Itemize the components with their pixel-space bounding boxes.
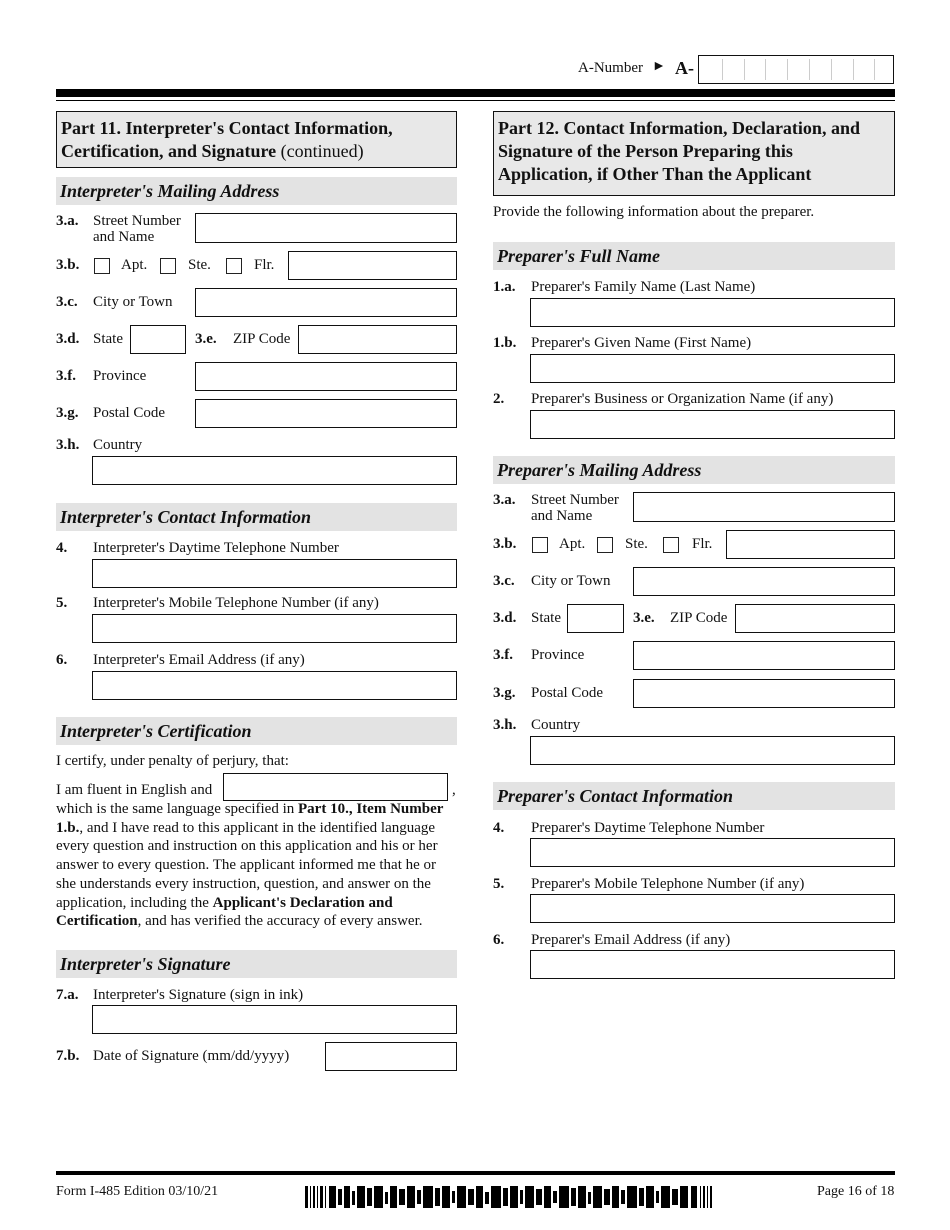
item-number: 3.d. bbox=[493, 610, 517, 626]
preparer-business-input[interactable] bbox=[530, 410, 895, 439]
header-rule-thick bbox=[56, 89, 895, 97]
street-label: Street Number and Name bbox=[93, 213, 181, 245]
a-number-label: A-Number bbox=[578, 60, 643, 76]
preparer-zip-input[interactable] bbox=[735, 604, 895, 633]
preparer-city-input[interactable] bbox=[633, 567, 895, 596]
interpreter-street-input[interactable] bbox=[195, 213, 457, 243]
a-prefix: A- bbox=[675, 58, 694, 78]
state-label: State bbox=[531, 610, 561, 626]
item-number: 3.g. bbox=[56, 405, 79, 421]
item-number: 2. bbox=[493, 391, 505, 407]
interpreter-zip-input[interactable] bbox=[298, 325, 457, 354]
flr-label: Flr. bbox=[254, 257, 275, 273]
interpreter-province-input[interactable] bbox=[195, 362, 457, 391]
interpreter-email-input[interactable] bbox=[92, 671, 457, 700]
fluent-text: I am fluent in English and bbox=[56, 782, 213, 798]
flr-label: Flr. bbox=[692, 536, 713, 552]
item-number: 5. bbox=[56, 595, 68, 611]
province-label: Province bbox=[93, 368, 147, 384]
item-number: 6. bbox=[493, 932, 505, 948]
interpreter-language-input[interactable] bbox=[223, 773, 448, 801]
certification-intro: I certify, under penalty of perjury, that: bbox=[56, 753, 289, 769]
certification-paragraph: which is the same language specified in Part 10., Item Number 1.b., and I have read to this applicant in the identified language every question and instruction on this application and his or her answer to every question. The applicant informed me that he or she understands every instruction, question, and answer on the application, including the Applicant's Declaration and Certification, and has verified the accuracy of every answer. bbox=[56, 801, 444, 930]
preparer-family-input[interactable] bbox=[530, 298, 895, 327]
interpreter-unit-input[interactable] bbox=[288, 251, 457, 280]
ste-label: Ste. bbox=[188, 257, 211, 273]
item-number: 3.h. bbox=[493, 717, 517, 733]
ste-label: Ste. bbox=[625, 536, 648, 552]
given-label: Preparer's Given Name (First Name) bbox=[531, 335, 752, 351]
interpreter-city-input[interactable] bbox=[195, 288, 457, 317]
item-number: 3.h. bbox=[56, 437, 80, 453]
item-number: 3.f. bbox=[56, 368, 76, 384]
interpreter-country-input[interactable] bbox=[92, 456, 457, 485]
item-number: 3.a. bbox=[493, 492, 516, 508]
preparer-ste-checkbox[interactable] bbox=[597, 537, 613, 553]
item-number: 3.c. bbox=[493, 573, 515, 589]
interpreter-flr-checkbox[interactable] bbox=[226, 258, 242, 274]
item-number: 5. bbox=[493, 876, 505, 892]
item-number: 3.e. bbox=[633, 610, 655, 626]
footer-form-edition: Form I-485 Edition 03/10/21 bbox=[56, 1184, 219, 1199]
mobile-label: Preparer's Mobile Telephone Number (if any) bbox=[531, 876, 805, 892]
country-label: Country bbox=[93, 437, 143, 453]
preparer-email-input[interactable] bbox=[530, 950, 895, 979]
state-label: State bbox=[93, 331, 123, 347]
preparer-postal-input[interactable] bbox=[633, 679, 895, 708]
preparer-unit-input[interactable] bbox=[726, 530, 895, 559]
interpreter-signature-input[interactable] bbox=[92, 1005, 457, 1034]
preparer-fullname-heading: Preparer's Full Name bbox=[493, 242, 895, 270]
item-number: 7.b. bbox=[56, 1048, 80, 1064]
preparer-flr-checkbox[interactable] bbox=[663, 537, 679, 553]
preparer-contact-heading: Preparer's Contact Information bbox=[493, 782, 895, 810]
item-number: 3.g. bbox=[493, 685, 516, 701]
postal-label: Postal Code bbox=[531, 685, 604, 701]
email-label: Preparer's Email Address (if any) bbox=[531, 932, 731, 948]
interpreter-contact-heading: Interpreter's Contact Information bbox=[56, 503, 457, 531]
header-rule-thin bbox=[56, 100, 895, 101]
item-number: 7.a. bbox=[56, 987, 79, 1003]
item-number: 3.b. bbox=[493, 536, 517, 552]
mobile-label: Interpreter's Mobile Telephone Number (if any) bbox=[93, 595, 379, 611]
apt-label: Apt. bbox=[121, 257, 148, 273]
preparer-day-phone-input[interactable] bbox=[530, 838, 895, 867]
item-number: 3.c. bbox=[56, 294, 78, 310]
preparer-apt-checkbox[interactable] bbox=[532, 537, 548, 553]
footer-rule bbox=[56, 1171, 895, 1175]
comma: , bbox=[452, 782, 456, 798]
part12-header: Part 12. Contact Information, Declaration, and Signature of the Person Preparing this Application, if Other Than the Applicant bbox=[493, 111, 895, 196]
business-label: Preparer's Business or Organization Name (if any) bbox=[531, 391, 834, 407]
preparer-mobile-input[interactable] bbox=[530, 894, 895, 923]
footer-page-number: Page 16 of 18 bbox=[817, 1184, 895, 1199]
interpreter-day-phone-input[interactable] bbox=[92, 559, 457, 588]
interpreter-state-input[interactable] bbox=[130, 325, 186, 354]
item-number: 3.e. bbox=[195, 331, 217, 347]
street-label: Street Number and Name bbox=[531, 492, 619, 524]
city-label: City or Town bbox=[93, 294, 173, 310]
province-label: Province bbox=[531, 647, 585, 663]
day-phone-label: Interpreter's Daytime Telephone Number bbox=[93, 540, 339, 556]
interpreter-mailing-heading: Interpreter's Mailing Address bbox=[56, 177, 457, 205]
postal-label: Postal Code bbox=[93, 405, 166, 421]
preparer-mailing-heading: Preparer's Mailing Address bbox=[493, 456, 895, 484]
zip-label: ZIP Code bbox=[670, 610, 728, 626]
preparer-intro: Provide the following information about the preparer. bbox=[493, 204, 815, 220]
a-number-input[interactable] bbox=[698, 55, 894, 84]
family-label: Preparer's Family Name (Last Name) bbox=[531, 279, 756, 295]
interpreter-date-input[interactable] bbox=[325, 1042, 457, 1071]
apt-label: Apt. bbox=[559, 536, 586, 552]
part11-header: Part 11. Interpreter's Contact Information, Certification, and Signature (continued) bbox=[56, 111, 457, 168]
preparer-street-input[interactable] bbox=[633, 492, 895, 522]
interpreter-ste-checkbox[interactable] bbox=[160, 258, 176, 274]
city-label: City or Town bbox=[531, 573, 611, 589]
preparer-country-input[interactable] bbox=[530, 736, 895, 765]
interpreter-signature-heading: Interpreter's Signature bbox=[56, 950, 457, 978]
item-number: 3.f. bbox=[493, 647, 513, 663]
item-number: 3.a. bbox=[56, 213, 79, 229]
preparer-province-input[interactable] bbox=[633, 641, 895, 670]
day-phone-label: Preparer's Daytime Telephone Number bbox=[531, 820, 765, 836]
item-number: 4. bbox=[493, 820, 505, 836]
item-number: 3.b. bbox=[56, 257, 80, 273]
date-label: Date of Signature (mm/dd/yyyy) bbox=[93, 1048, 290, 1064]
item-number: 1.b. bbox=[493, 335, 517, 351]
item-number: 3.d. bbox=[56, 331, 80, 347]
interpreter-apt-checkbox[interactable] bbox=[94, 258, 110, 274]
item-number: 6. bbox=[56, 652, 68, 668]
zip-label: ZIP Code bbox=[233, 331, 291, 347]
preparer-state-input[interactable] bbox=[567, 604, 624, 633]
email-label: Interpreter's Email Address (if any) bbox=[93, 652, 305, 668]
preparer-given-input[interactable] bbox=[530, 354, 895, 383]
interpreter-postal-input[interactable] bbox=[195, 399, 457, 428]
interpreter-mobile-input[interactable] bbox=[92, 614, 457, 643]
barcode bbox=[305, 1186, 713, 1208]
arrow-right-icon: ► bbox=[652, 59, 666, 74]
interpreter-certification-heading: Interpreter's Certification bbox=[56, 717, 457, 745]
item-number: 1.a. bbox=[493, 279, 516, 295]
item-number: 4. bbox=[56, 540, 68, 556]
signature-label: Interpreter's Signature (sign in ink) bbox=[93, 987, 304, 1003]
country-label: Country bbox=[531, 717, 581, 733]
